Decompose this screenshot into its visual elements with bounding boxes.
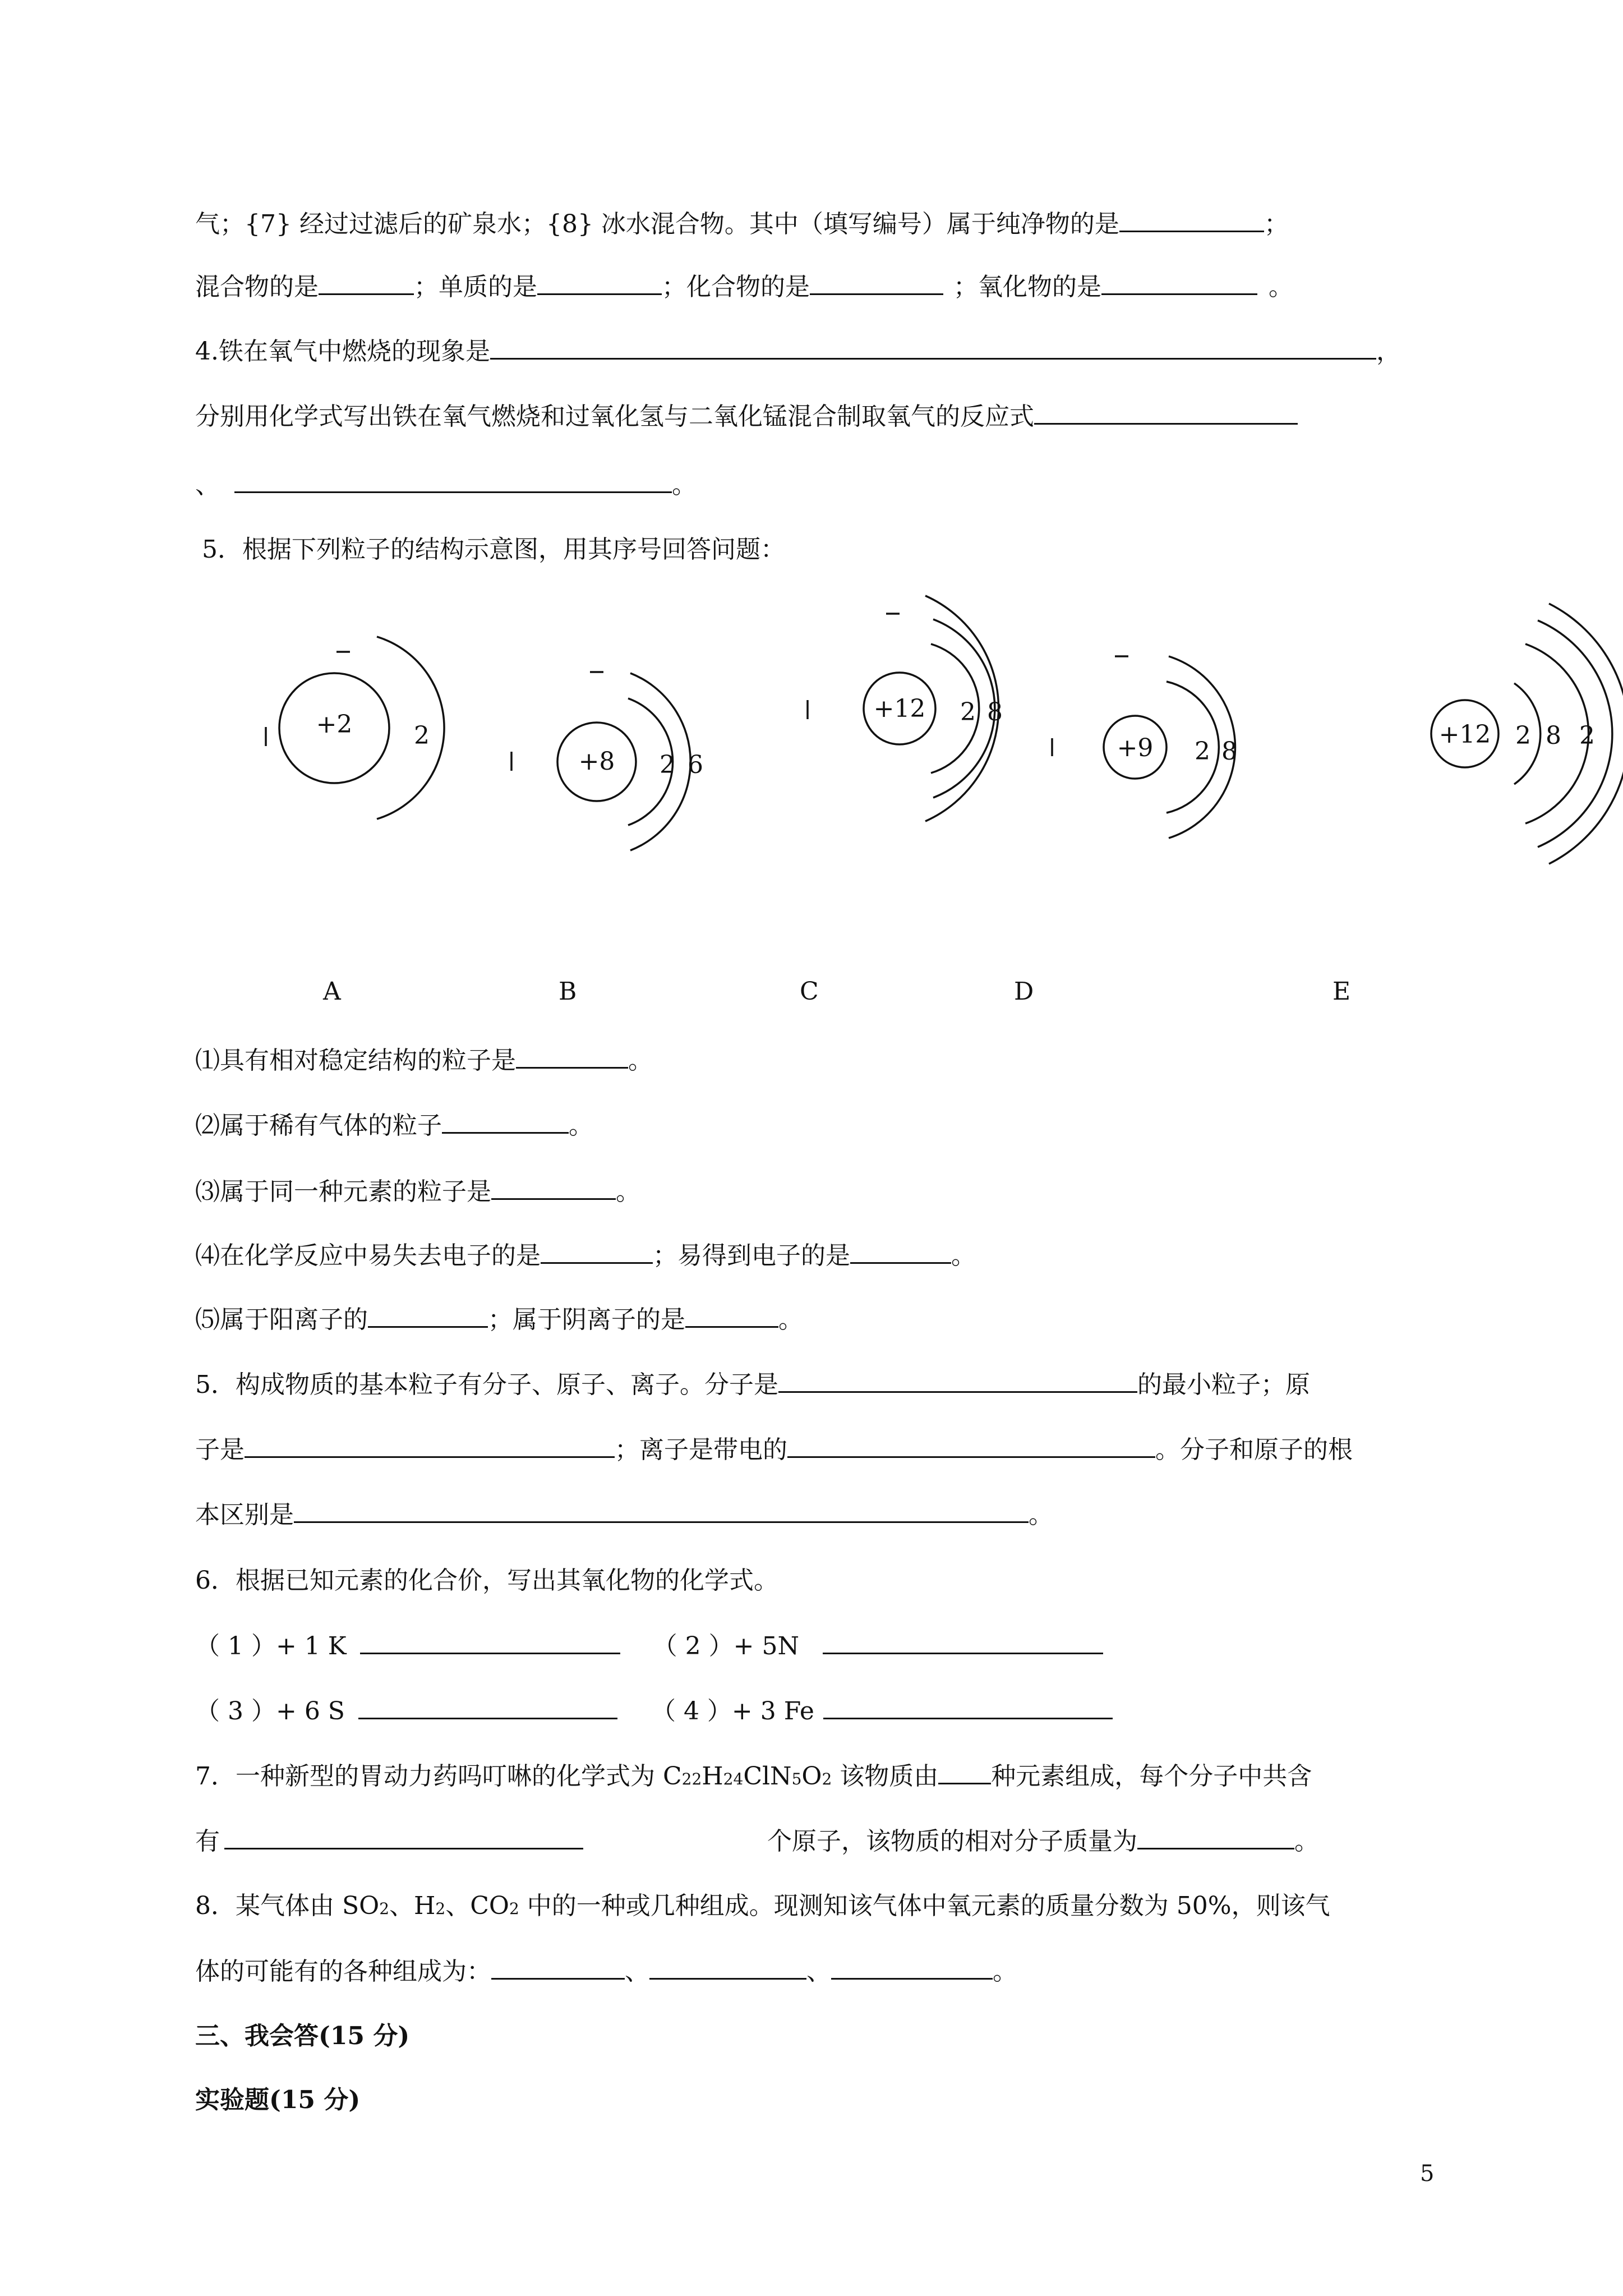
diagram-label-d: D — [1014, 977, 1034, 1006]
q5-sub1-text: ⑴具有相对稳定结构的粒子是 — [195, 1046, 516, 1075]
answer-blank-element-count[interactable] — [938, 1760, 991, 1784]
q8-text-b: 、H — [389, 1892, 436, 1920]
diagram-label-a: A — [323, 977, 341, 1006]
q5b-line1-text-a: 5．构成物质的基本粒子有分子、原子、离子。分子是 — [195, 1370, 778, 1399]
answer-blank-gain-electrons[interactable] — [850, 1240, 951, 1264]
answer-blank-molecule[interactable] — [778, 1369, 1137, 1393]
answer-blank-fe-oxide[interactable] — [823, 1695, 1113, 1719]
formula-sub-22: 22 — [681, 1770, 702, 1788]
answer-blank-k-oxide[interactable] — [360, 1630, 620, 1654]
q5-sub5 — [195, 1304, 803, 1336]
q6-title: 6．根据已知元素的化合价，写出其氧化物的化学式。 — [195, 1566, 778, 1595]
shell-count-d-1: 2 — [1195, 737, 1210, 766]
shell-arc-d-1 — [1166, 682, 1219, 813]
q6-item2: （ 2 ）+ 5N — [652, 1632, 799, 1660]
q3-compound-label: ；化合物的是 — [662, 273, 810, 301]
answer-blank-difference[interactable] — [294, 1499, 1029, 1523]
answer-blank-s-oxide[interactable] — [358, 1695, 617, 1719]
q3-line1-text: 气；{7} 经过过滤后的矿泉水；{8} 冰水混合物。其中（填写编号）属于纯净物的是 — [195, 210, 1119, 238]
q7-line2 — [195, 1825, 1319, 1857]
diagram-label-c: C — [800, 977, 819, 1006]
q5-sub4-text-a: ⑷在化学反应中易失去电子的是 — [195, 1241, 541, 1270]
q4-line3-end: 。 — [672, 471, 697, 499]
shell-count-c-1: 2 — [960, 698, 976, 726]
q8-line2-end: 。 — [993, 1957, 1017, 1986]
formula-o: O — [801, 1762, 822, 1791]
q4-instruction: 分别用化学式写出铁在氧气燃烧和过氧化氢与二氧化锰混合制取氧气的反应式 — [195, 402, 1034, 431]
q6-item3: （ 3 ）+ 6 S — [195, 1697, 345, 1726]
so2-sub: 2 — [379, 1899, 390, 1918]
q5-title: 5．根据下列粒子的结构示意图，用其序号回答问题： — [202, 535, 785, 564]
answer-blank-composition-1[interactable] — [491, 1955, 625, 1980]
q5-sub1 — [195, 1045, 653, 1076]
formula-sub-5: 5 — [791, 1770, 802, 1788]
answer-blank-n-oxide[interactable] — [823, 1630, 1103, 1654]
q7-line1-text-c: 种元素组成，每个分子中共含 — [991, 1762, 1312, 1791]
diagram-label-e: E — [1332, 977, 1351, 1006]
shell-count-b-2: 6 — [688, 751, 703, 779]
q4-separator: 、 — [195, 471, 220, 499]
diagram-text — [316, 694, 1595, 779]
answer-blank-stable[interactable] — [516, 1045, 628, 1069]
q5-sub2-end: 。 — [569, 1111, 593, 1140]
q5-sub3-text: ⑶属于同一种元素的粒子是 — [195, 1177, 491, 1206]
q7-line2-text: 有 — [195, 1827, 220, 1856]
q5-sub4-end: 。 — [951, 1241, 976, 1270]
q7-line1 — [195, 1760, 1312, 1795]
answer-blank-composition-2[interactable] — [649, 1955, 806, 1980]
q8-line1 — [195, 1890, 1330, 1925]
answer-blank-atom-count[interactable] — [224, 1825, 583, 1849]
q5b-line3-end: 。 — [1029, 1501, 1053, 1529]
q3-mixture-label: 混合物的是 — [195, 273, 319, 301]
nucleus-charge-a: +2 — [316, 710, 353, 739]
q5b-line3 — [195, 1499, 1053, 1531]
q3-line1-end: ； — [1264, 210, 1289, 238]
q4-line1-end: ， — [1376, 337, 1401, 366]
q7-line1-text: 7．一种新型的胃动力药吗叮啉的化学式为 C — [195, 1762, 682, 1791]
co2-sub: 2 — [509, 1899, 519, 1918]
q5-sub2 — [195, 1110, 593, 1142]
q5b-line2-text-b: ；离子是带电的 — [615, 1435, 787, 1464]
q6-row2 — [195, 1695, 1113, 1727]
q5b-line2 — [195, 1434, 1353, 1466]
q7-line2-end: 。 — [1294, 1827, 1319, 1856]
shell-count-a-1: 2 — [414, 721, 430, 750]
shell-count-e-3: 2 — [1579, 721, 1595, 750]
answer-blank-same-element[interactable] — [491, 1176, 616, 1200]
q5-sub2-text: ⑵属于稀有气体的粒子 — [195, 1111, 442, 1140]
experiment-header: 实验题(15 分) — [195, 2086, 361, 2114]
q5b-line2-text-c: 。分子和原子的根 — [1155, 1435, 1353, 1464]
answer-blank-cation[interactable] — [368, 1304, 488, 1328]
q5-sub4 — [195, 1240, 976, 1272]
diagram-label-b: B — [559, 977, 577, 1006]
q6-row1 — [195, 1630, 1103, 1662]
q8-text-d: 中的一种或几种组成。现测知该气体中氧元素的质量分数为 50%，则该气 — [519, 1892, 1330, 1920]
shell-count-d-2: 8 — [1221, 737, 1237, 766]
q5-sub3-end: 。 — [616, 1177, 640, 1206]
formula-h: H — [702, 1762, 723, 1791]
q5-sub3 — [195, 1176, 640, 1208]
q3-line2-end: 。 — [1269, 273, 1293, 301]
q5-sub5-text-a: ⑸属于阳离子的 — [195, 1305, 368, 1334]
q8-sep-1: 、 — [625, 1957, 649, 1986]
answer-blank-lose-electrons[interactable] — [541, 1240, 653, 1264]
q5b-line2-text-a: 子是 — [195, 1435, 245, 1464]
q6-item4: （ 4 ）+ 3 Fe — [651, 1697, 814, 1726]
shell-count-e-1: 2 — [1515, 721, 1531, 750]
answer-blank-molecular-mass[interactable] — [1137, 1825, 1294, 1849]
shell-count-b-1: 2 — [660, 751, 675, 779]
q4-question: 4.铁在氧气中燃烧的现象是 — [195, 337, 490, 366]
h2-sub: 2 — [435, 1899, 446, 1918]
answer-blank-noble-gas[interactable] — [442, 1110, 569, 1134]
page-number: 5 — [1420, 2161, 1435, 2187]
q8-line2-text: 体的可能有的各种组成为： — [195, 1957, 491, 1986]
answer-blank-atom[interactable] — [245, 1434, 615, 1458]
formula-cln: ClN — [743, 1762, 792, 1791]
shell-count-e-2: 8 — [1546, 721, 1561, 750]
nucleus-charge-e: +12 — [1438, 720, 1491, 749]
q5b-line1-text-b: 的最小粒子；原 — [1137, 1370, 1310, 1399]
q5-sub5-end: 。 — [778, 1305, 803, 1334]
q3-oxide-label: ；氧化物的是 — [953, 273, 1101, 301]
nucleus-charge-b: +8 — [578, 747, 615, 776]
q5-sub1-end: 。 — [628, 1046, 653, 1075]
formula-sub-2: 2 — [822, 1770, 832, 1788]
answer-blank-ion[interactable] — [787, 1434, 1155, 1458]
shell-count-c-2: 8 — [987, 698, 1003, 726]
formula-sub-24: 24 — [723, 1770, 744, 1788]
q3-element-label: ；单质的是 — [414, 273, 537, 301]
q8-text-c: 、CO — [445, 1892, 509, 1920]
q5b-line1 — [195, 1369, 1310, 1401]
answer-blank-composition-3[interactable] — [831, 1955, 993, 1980]
shell-arc-a-1 — [377, 637, 444, 819]
q8-text-a: 8．某气体由 SO — [195, 1892, 380, 1920]
diagram-arcs — [266, 596, 1623, 864]
q5b-line3-text: 本区别是 — [195, 1501, 294, 1529]
q7-line1-text-b: 该物质由 — [832, 1762, 939, 1791]
nucleus-charge-d: +9 — [1117, 734, 1154, 762]
section-3-header: 三、我会答(15 分) — [195, 2022, 410, 2050]
q7-line2-text-b: 个原子，该物质的相对分子质量为 — [767, 1827, 1137, 1856]
q8-sep-2: 、 — [806, 1957, 831, 1986]
q5-sub4-text-b: ；易得到电子的是 — [653, 1241, 850, 1270]
nucleus-charge-c: +12 — [873, 694, 926, 723]
answer-blank-anion[interactable] — [685, 1304, 778, 1328]
q6-item1: （ 1 ）+ 1 K — [195, 1632, 347, 1660]
q5-sub5-text-b: ；属于阴离子的是 — [488, 1305, 685, 1334]
q8-line2 — [195, 1955, 1017, 1987]
